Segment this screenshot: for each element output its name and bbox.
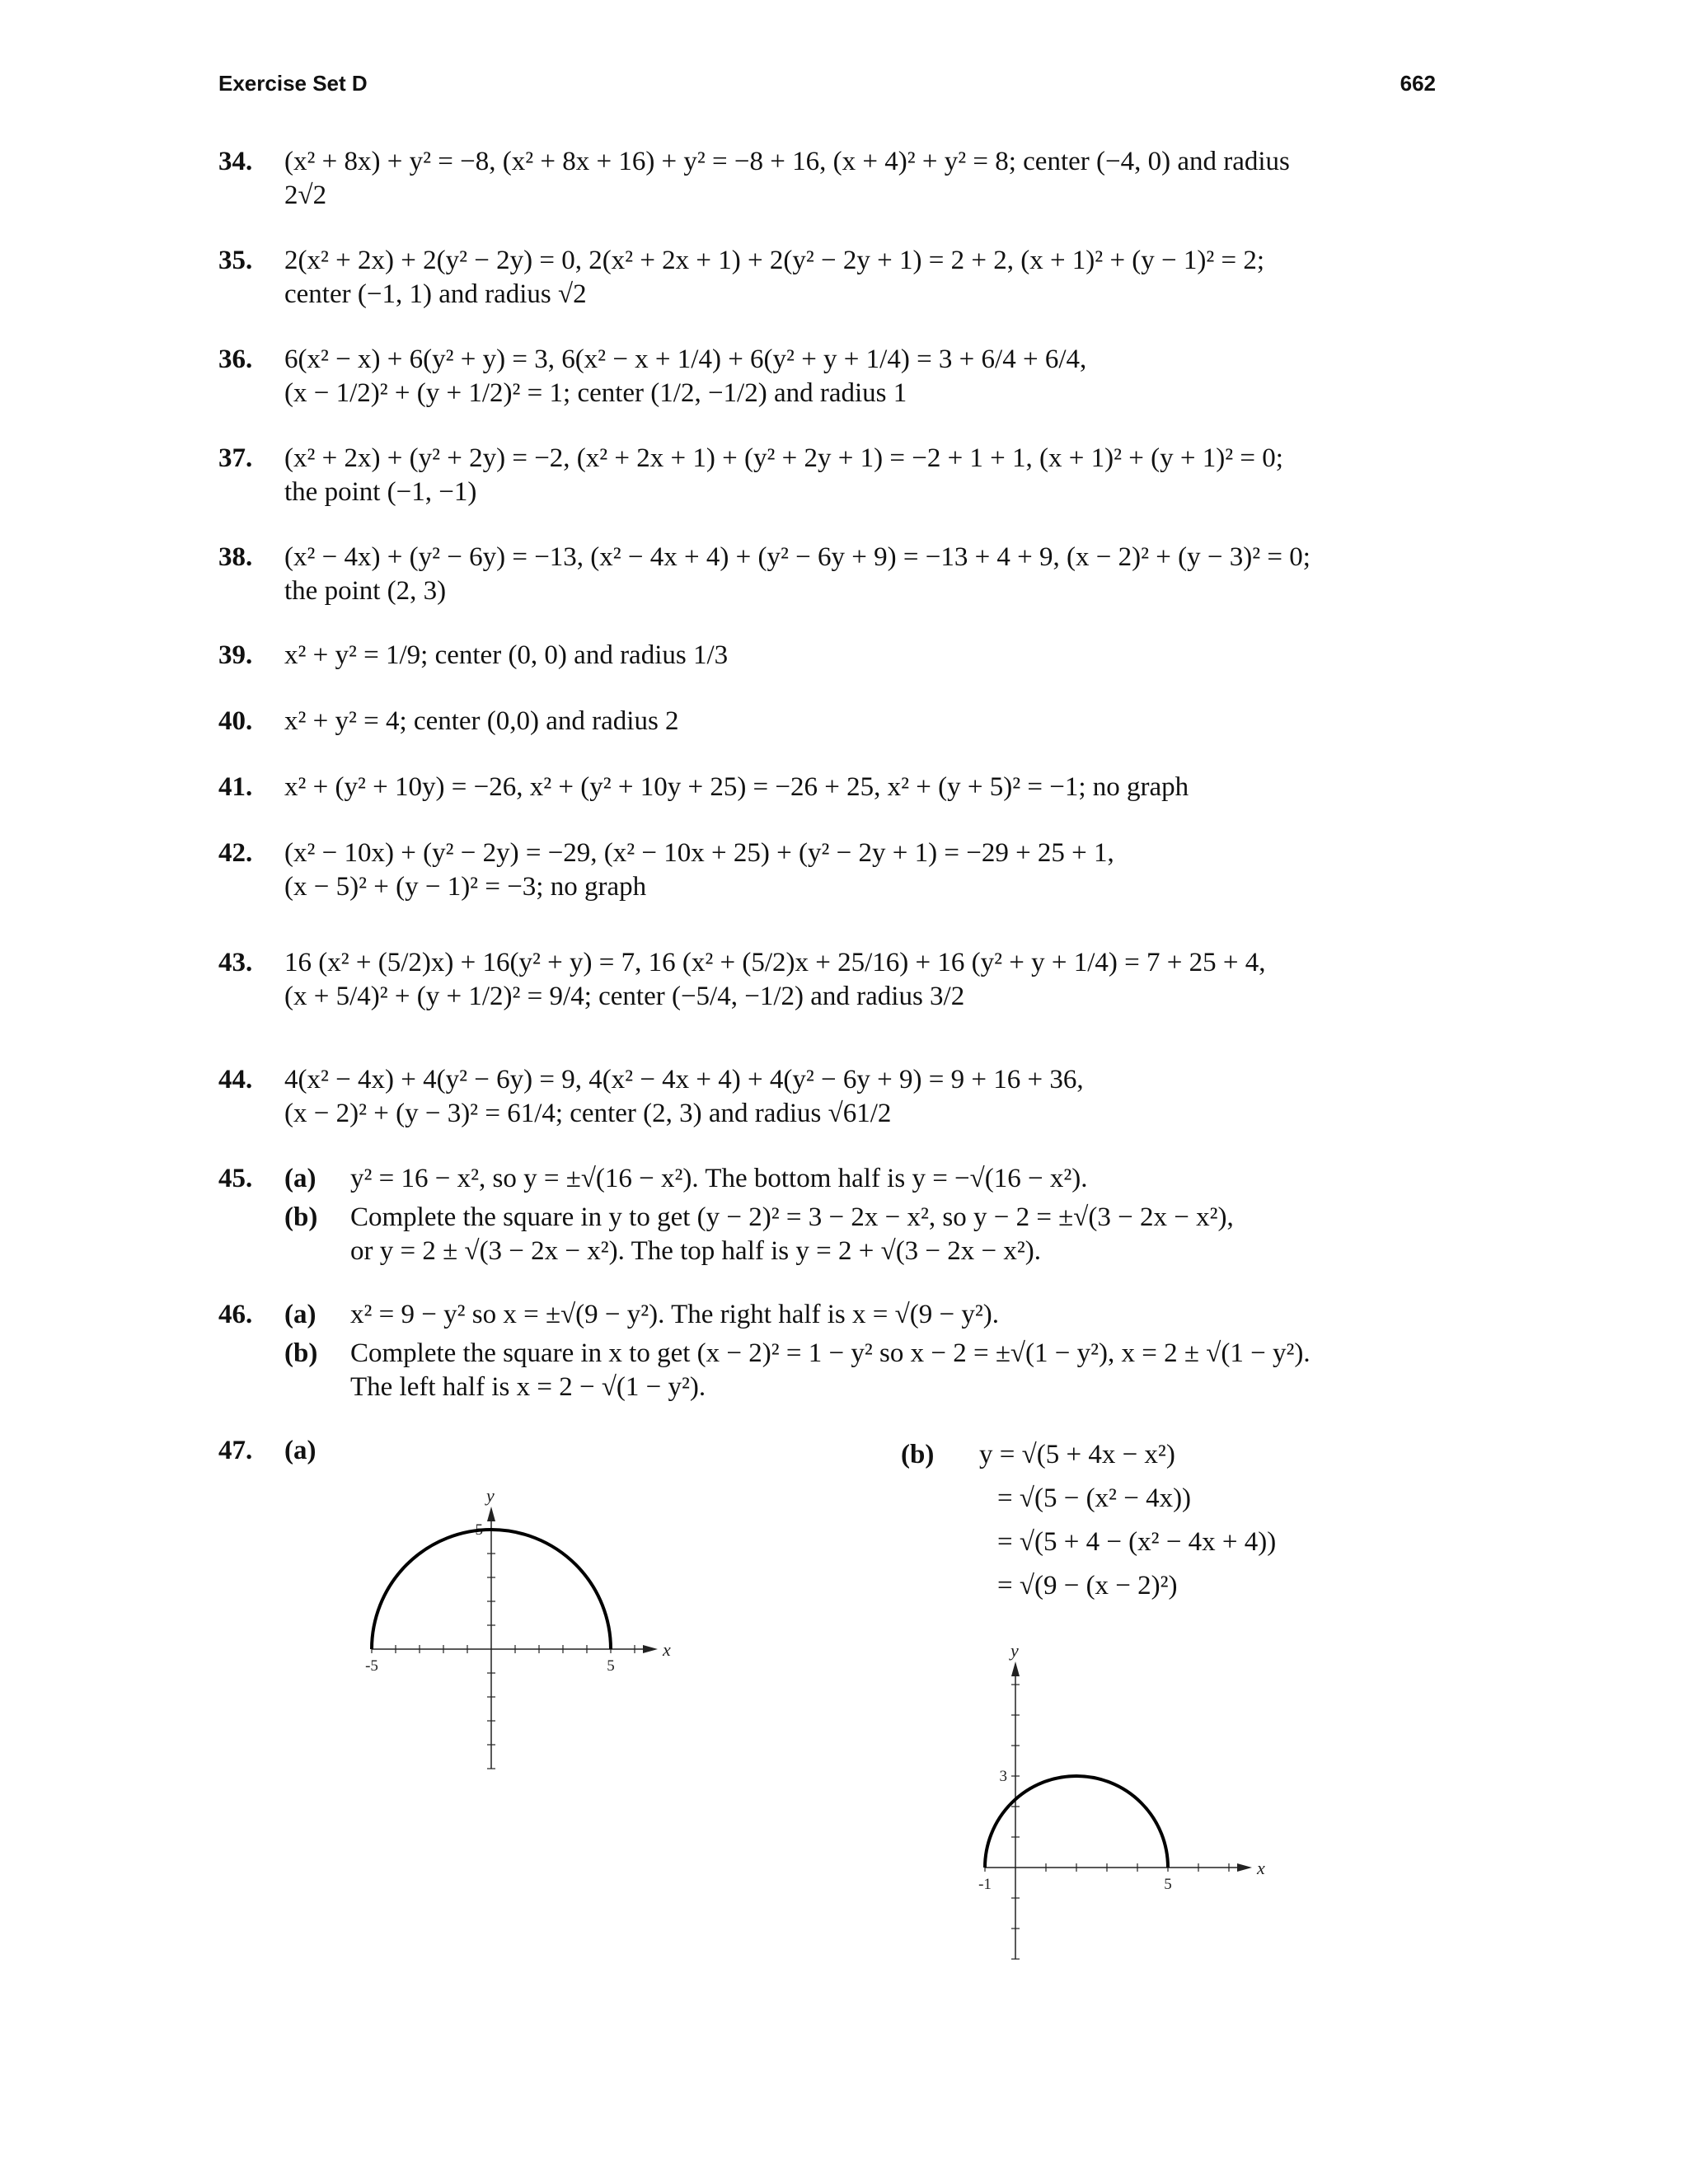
part-label: (b) [901, 1440, 935, 1469]
problem-number: 41. [218, 772, 253, 802]
semicircle-plot-b [948, 1640, 1294, 2011]
problem-42 [218, 837, 1438, 904]
x-axis-arrow [1237, 1863, 1252, 1872]
problem-45 [218, 1162, 1438, 1268]
solution-line: x² + y² = 4; center (0,0) and radius 2 [284, 706, 679, 736]
solution-line: (x² − 4x) + (y² − 6y) = −13, (x² − 4x + 4) + (y² − 6y + 9) = −13 + 4 + 9, (x − 2)² + (y − 3)² = 0; [284, 542, 1311, 572]
y-axis-label: y [1010, 1640, 1019, 1661]
derivation-line: = √(5 + 4 − (x² − 4x + 4)) [997, 1527, 1277, 1557]
x-tick-label: 5 [607, 1657, 615, 1675]
part-label: (a) [284, 1300, 316, 1329]
y-axis-label: y [486, 1485, 495, 1506]
solution-line: The left half is x = 2 − √(1 − y²). [350, 1372, 706, 1402]
solution-line: 6(x² − x) + 6(y² + y) = 3, 6(x² − x + 1/4) + 6(y² + y + 1/4) = 3 + 6/4 + 6/4, [284, 344, 1087, 374]
solution-line: (x² − 10x) + (y² − 2y) = −29, (x² − 10x + 25) + (y² − 2y + 1) = −29 + 25 + 1, [284, 838, 1114, 868]
solution-line: (x − 1/2)² + (y + 1/2)² = 1; center (1/2, −1/2) and radius 1 [284, 378, 907, 408]
solution-line: (x + 5/4)² + (y + 1/2)² = 9/4; center (−5/4, −1/2) and radius 3/2 [284, 982, 965, 1011]
y-axis-arrow [1011, 1661, 1020, 1676]
derivation-line: y = √(5 + 4x − x²) [979, 1440, 1175, 1469]
solution-line: 2(x² + 2x) + 2(y² − 2y) = 0, 2(x² + 2x + 1) + 2(y² − 2y + 1) = 2 + 2, (x + 1)² + (y − 1)² = 2; [284, 246, 1265, 275]
y-axis-arrow [487, 1507, 495, 1521]
part-label: (a) [284, 1436, 316, 1465]
solution-line: (x² + 2x) + (y² + 2y) = −2, (x² + 2x + 1) + (y² + 2y + 1) = −2 + 1 + 1, (x + 1)² + (y + 1)² = 0; [284, 443, 1283, 473]
solution-line: center (−1, 1) and radius √2 [284, 279, 587, 309]
part-a [284, 1162, 1438, 1196]
solution-line: x² = 9 − y² so x = ±√(9 − y²). The right half is x = √(9 − y²). [350, 1300, 999, 1329]
part-label: (b) [284, 1338, 318, 1368]
problem-37 [218, 442, 1438, 509]
solution-line: (x − 2)² + (y − 3)² = 61/4; center (2, 3) and radius √61/2 [284, 1099, 892, 1128]
y-tick-label: 3 [999, 1768, 1007, 1785]
solution-line: Complete the square in x to get (x − 2)² = 1 − y² so x − 2 = ±√(1 − y²), x = 2 ± √(1 − y²). [350, 1338, 1311, 1368]
problem-34 [218, 145, 1438, 213]
solution-line: (x − 5)² + (y − 1)² = −3; no graph [284, 872, 647, 902]
problem-number: 38. [218, 542, 253, 572]
solution-line: 4(x² − 4x) + 4(y² − 6y) = 9, 4(x² − 4x + 4) + 4(y² − 6y + 9) = 9 + 16 + 36, [284, 1065, 1084, 1094]
problem-47-b [901, 1438, 1478, 1603]
part-b [284, 1201, 1438, 1268]
part-label: (b) [284, 1202, 318, 1232]
problem-number: 42. [218, 838, 253, 868]
problem-number: 35. [218, 246, 253, 275]
problem-40 [218, 705, 1438, 738]
page-number: 662 [1400, 71, 1436, 96]
problem-43 [218, 946, 1438, 1014]
problem-35 [218, 244, 1438, 312]
x-tick-label: -5 [365, 1657, 378, 1675]
problem-number: 36. [218, 344, 253, 374]
problem-number: 34. [218, 147, 253, 176]
problem-number: 43. [218, 948, 253, 977]
section-title: Exercise Set D [218, 71, 368, 96]
part-b [284, 1337, 1438, 1404]
solution-line: x² + (y² + 10y) = −26, x² + (y² + 10y + 25) = −26 + 25, x² + (y + 5)² = −1; no graph [284, 772, 1189, 802]
solution-line: 16 (x² + (5/2)x) + 16(y² + y) = 7, 16 (x² + (5/2)x + 25/16) + 16 (y² + y + 1/4) = 7 + 25 + 4, [284, 948, 1266, 977]
part-label: (a) [284, 1164, 316, 1193]
problem-38 [218, 541, 1438, 608]
x-axis-arrow [643, 1645, 658, 1653]
problem-number: 46. [218, 1300, 253, 1329]
derivation-line: = √(5 − (x² − 4x)) [997, 1483, 1192, 1513]
problem-46 [218, 1298, 1438, 1404]
semicircle-plot-a [346, 1446, 692, 1793]
solution-line: (x² + 8x) + y² = −8, (x² + 8x + 16) + y² = −8 + 16, (x + 4)² + y² = 8; center (−4, 0) and radius [284, 147, 1290, 176]
solution-line: 2√2 [284, 180, 327, 210]
solution-line: the point (2, 3) [284, 576, 447, 606]
problem-number: 39. [218, 640, 253, 670]
part-a [284, 1298, 1438, 1332]
solution-line: or y = 2 ± √(3 − 2x − x²). The top half is y = 2 + √(3 − 2x − x²). [350, 1236, 1042, 1266]
solution-line: the point (−1, −1) [284, 477, 477, 507]
problem-number: 45. [218, 1164, 253, 1193]
y-tick-label: 5 [475, 1521, 483, 1539]
solution-line: x² + y² = 1/9; center (0, 0) and radius 1/3 [284, 640, 729, 670]
x-axis-label: x [1257, 1858, 1265, 1878]
problem-number: 37. [218, 443, 253, 473]
derivation-line: = √(9 − (x − 2)²) [997, 1571, 1178, 1601]
x-tick-label: 5 [1164, 1876, 1172, 1893]
problem-number: 40. [218, 706, 253, 736]
x-tick-label: -1 [978, 1876, 992, 1893]
problem-number: 44. [218, 1065, 253, 1094]
problem-44 [218, 1063, 1438, 1131]
problem-39 [218, 639, 1438, 673]
semicircle-curve [985, 1776, 1168, 1868]
x-axis-label: x [663, 1639, 671, 1660]
problem-36 [218, 343, 1438, 410]
solution-line: y² = 16 − x², so y = ±√(16 − x²). The bottom half is y = −√(16 − x²). [350, 1164, 1088, 1193]
problem-number: 47. [218, 1436, 253, 1465]
problem-41 [218, 771, 1438, 804]
solution-line: Complete the square in y to get (y − 2)² = 3 − 2x − x², so y − 2 = ±√(3 − 2x − x²), [350, 1202, 1234, 1232]
